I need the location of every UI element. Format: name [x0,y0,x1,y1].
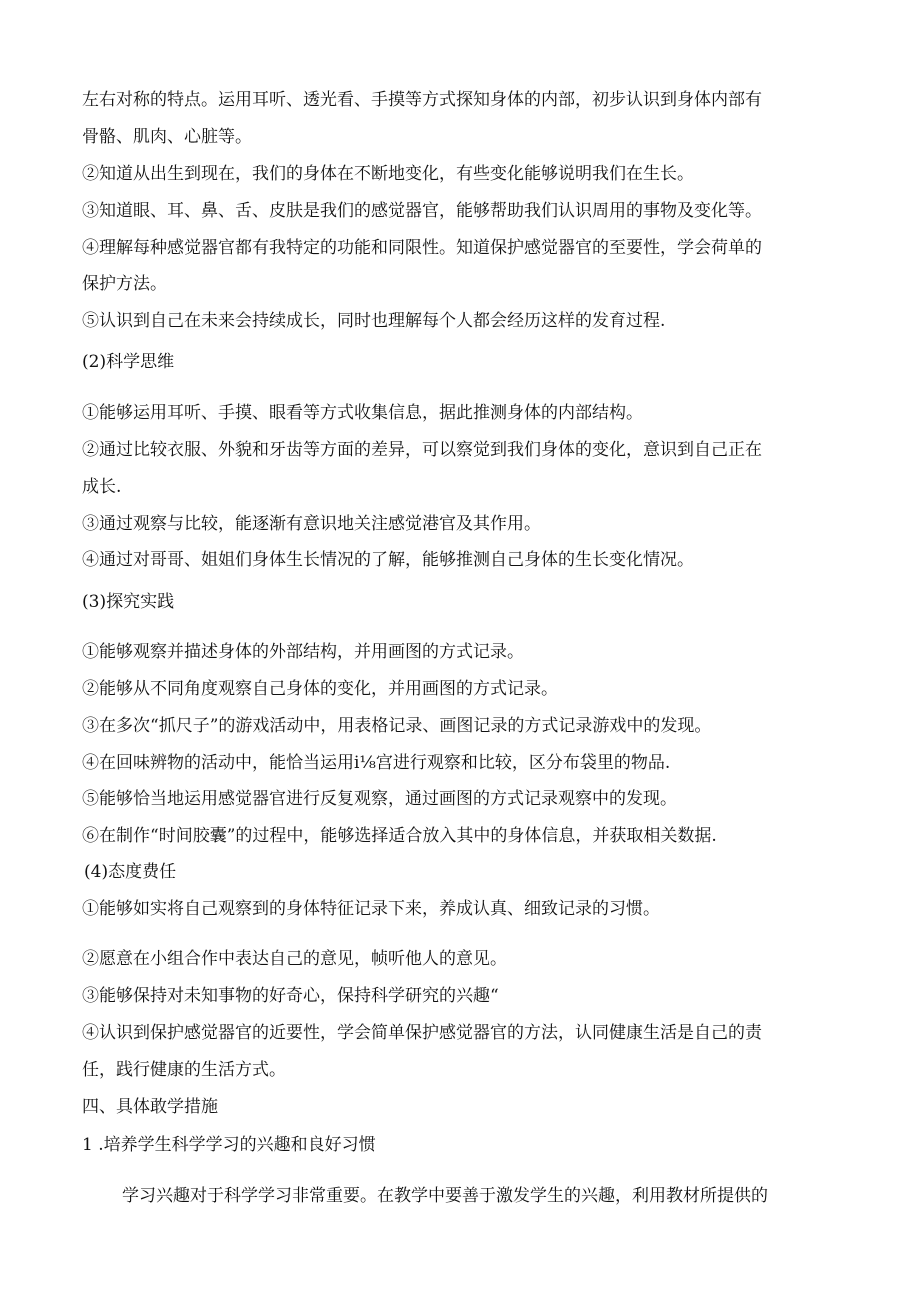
section-heading: (3)探究实践 [82,592,175,612]
paragraph-line: 左右对称的特点。运用耳听、透光看、手摸等方式探知身体的内部，初步认识到身体内部有 [82,90,762,110]
list-item: ①能够运用耳听、手摸、眼看等方式收集信息，据此推测身体的内部结构。 [82,403,643,423]
paragraph-line: 任，践行健康的生活方式。 [82,1060,286,1080]
list-item: ④理解每种感觉器官都有我特定的功能和同限性。知道保护感觉器官的至要性，学会荷单的 [82,238,762,258]
list-item: ④通过对哥哥、姐姐们身体生长情况的了解，能够推测自己身体的生长变化情况。 [82,550,694,570]
paragraph-line: 骨骼、肌肉、心脏等。 [82,127,252,147]
list-item: ④认识到保护感觉器官的近要性，学会简单保护感觉器官的方法，认同健康生活是自己的责 [82,1023,762,1043]
list-item: ①能够如实将自己观察到的身体特征记录下来，养成认真、细致记录的习惯。 [82,899,660,919]
list-item: ⑤能够恰当地运用感觉器官进行反复观察，通过画图的方式记录观察中的发现。 [82,789,677,809]
list-item: ③能够保持对未知事物的好奇心，保持科学研究的兴趣“ [82,986,499,1006]
list-item: ③知道眼、耳、鼻、舌、皮肤是我们的感觉器官，能够帮助我们认识周用的事物及变化等。 [82,201,762,221]
subsection-heading: 1 .培养学生科学学习的兴趣和良好习惯 [82,1135,376,1155]
list-item: ⑥在制作“时间胶囊”的过程中，能够选择适合放入其中的身体信息，并获取相关数据. [82,826,717,846]
paragraph-line: 学习兴趣对于科学学习非常重要。在教学中要善于激发学生的兴趣，利用教材所提供的 [122,1186,768,1206]
section-heading: (2)科学思维 [82,352,175,372]
section-heading: 四、具体敢学措施 [82,1097,218,1117]
list-item: ②能够从不同角度观察自己身体的变化，并用画图的方式记录。 [82,679,558,699]
list-item: ③在多次“抓尺子”的游戏活动中，用表格记录、画图记录的方式记录游戏中的发现。 [82,716,712,736]
list-item: ②知道从出生到现在，我们的身体在不断地变化，有些变化能够说明我们在生长。 [82,164,694,184]
paragraph-line: 保护方法。 [82,274,167,294]
section-heading: (4)态度费任 [84,862,177,882]
list-item: ②愿意在小组合作中表达自己的意见，帧听他人的意见。 [82,949,507,969]
list-item: ③通过观察与比较，能逐渐有意识地关注感觉港官及其作用。 [82,514,541,534]
list-item: ①能够观察并描述身体的外部结构，并用画图的方式记录。 [82,642,524,662]
list-item: ②通过比较衣服、外貌和牙齿等方面的差异，可以察觉到我们身体的变化，意识到自己正在 [82,440,762,460]
list-item: ⑤认识到自己在未来会持续成长，同时也理解每个人都会经历这样的发育过程. [82,311,666,331]
paragraph-line: 成长. [82,477,122,497]
list-item: ④在回味辨物的活动中，能恰当运用i⅛宫进行观察和比较，区分布袋里的物品. [82,753,671,773]
